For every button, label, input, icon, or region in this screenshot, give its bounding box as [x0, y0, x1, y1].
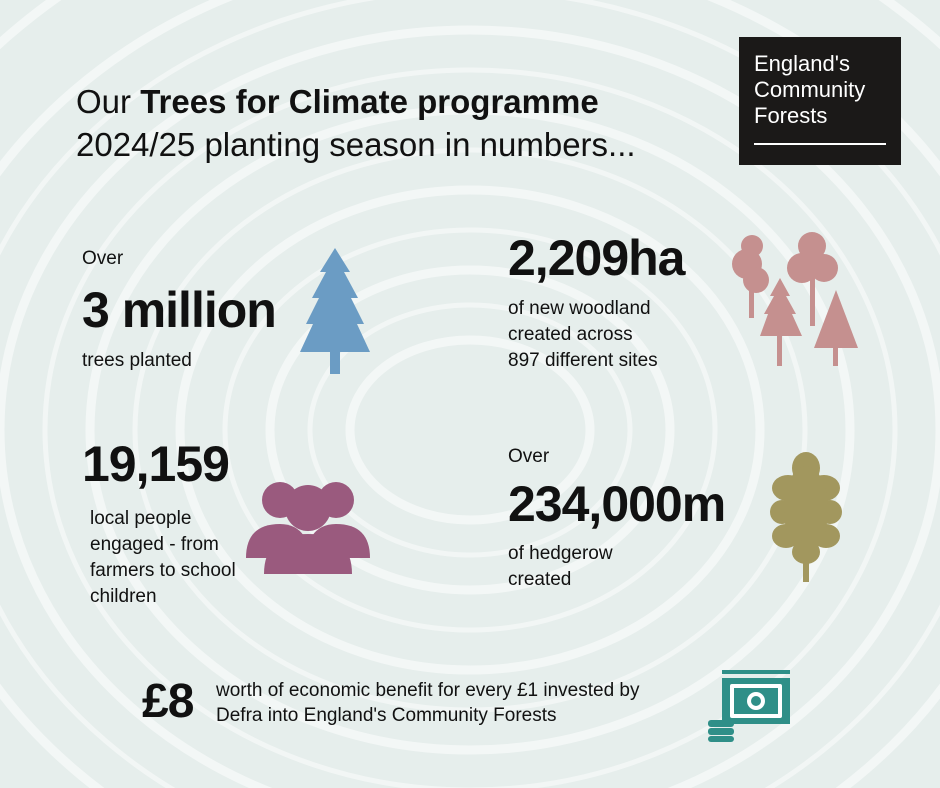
people-desc-line: engaged - from	[90, 534, 219, 555]
people-group-icon	[246, 478, 370, 574]
people-desc-line: farmers to school	[90, 560, 236, 581]
trees-desc: trees planted	[82, 350, 192, 371]
hedgerow-pre-label: Over	[508, 446, 550, 467]
woodland-desc-line: 897 different sites	[508, 350, 658, 371]
trees-value: 3 million	[82, 282, 276, 338]
people-desc-line: local people	[90, 508, 192, 529]
subtitle: 2024/25 planting season in numbers...	[76, 126, 636, 163]
woodland-trees-icon	[730, 232, 858, 366]
pine-tree-icon	[300, 248, 370, 374]
logo-underline	[754, 143, 886, 145]
people-value: 19,159	[82, 436, 229, 492]
title-prefix: Our	[76, 83, 141, 120]
woodland-desc	[508, 296, 658, 374]
logo-text: England's Community Forests	[754, 51, 866, 128]
title-bold: Trees for Climate programme	[140, 83, 599, 120]
woodland-value: 2,209ha	[508, 230, 685, 286]
people-desc	[90, 506, 236, 610]
benefit-value: £8	[142, 675, 194, 728]
woodland-desc-line: of new woodland	[508, 298, 651, 319]
benefit-desc-line: Defra into England's Community Forests	[216, 705, 557, 726]
hedgerow-desc	[508, 541, 613, 593]
page-title	[76, 80, 636, 166]
hedgerow-value: 234,000m	[508, 476, 726, 532]
title-line	[76, 80, 636, 123]
people-desc-line: children	[90, 586, 157, 607]
money-icon	[708, 670, 790, 742]
benefit-desc	[216, 678, 640, 728]
hedgerow-desc-line: of hedgerow	[508, 543, 613, 564]
hedgerow-desc-line: created	[508, 569, 572, 590]
benefit-desc-line: worth of economic benefit for every £1 invested by	[216, 680, 640, 701]
trees-pre-label: Over	[82, 248, 124, 269]
oak-leaf-icon	[770, 452, 842, 586]
woodland-desc-line: created across	[508, 324, 633, 345]
logo	[739, 37, 901, 165]
